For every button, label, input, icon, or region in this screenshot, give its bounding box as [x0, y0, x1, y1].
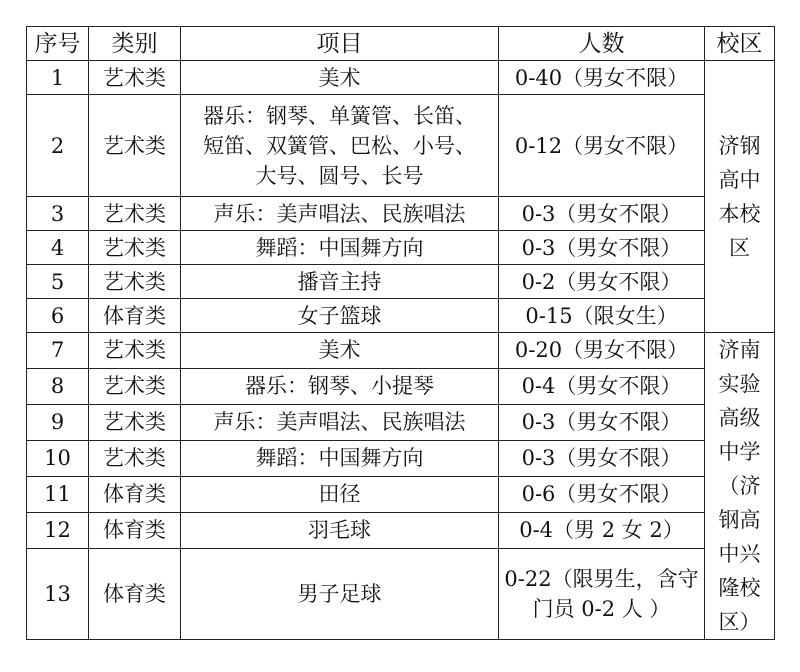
campus-cell-main: [705, 61, 775, 333]
row-item: 舞蹈：中国舞方向: [181, 440, 499, 476]
row-item: 声乐：美声唱法、民族唱法: [181, 197, 499, 231]
row-category: 体育类: [89, 476, 181, 512]
table-row: [27, 265, 775, 299]
row-item-line: 短笛、双簧管、巴松、小号、: [203, 133, 476, 158]
row-category: 艺术类: [89, 61, 181, 95]
row-count: 0-3（男女不限）: [499, 197, 705, 231]
header-index: 序号: [27, 27, 89, 61]
row-count: 0-6（男女不限）: [499, 476, 705, 512]
row-index: 2: [27, 95, 89, 197]
table-row: [27, 404, 775, 440]
row-item: 舞蹈：中国舞方向: [181, 231, 499, 265]
table-row: [27, 95, 775, 197]
row-count: 0-12（男女不限）: [499, 95, 705, 197]
table-row: [27, 333, 775, 369]
table-row: [27, 368, 775, 404]
row-category: 艺术类: [89, 95, 181, 197]
row-category: 艺术类: [89, 404, 181, 440]
row-item: 男子足球: [181, 548, 499, 639]
row-count: 0-15（限女生）: [499, 299, 705, 333]
row-index: 7: [27, 333, 89, 369]
row-index: 12: [27, 512, 89, 548]
row-count: 0-3（男女不限）: [499, 404, 705, 440]
row-index: 3: [27, 197, 89, 231]
row-category: 体育类: [89, 548, 181, 639]
campus-name: 济南实验高级中学（济钢高中兴隆校区）: [718, 338, 761, 634]
row-category: 体育类: [89, 512, 181, 548]
enrollment-table: [26, 26, 775, 640]
row-index: 11: [27, 476, 89, 512]
row-item: 美术: [181, 61, 499, 95]
campus-name: 济钢高中本校区: [718, 133, 761, 260]
row-index: 9: [27, 404, 89, 440]
row-category: 艺术类: [89, 197, 181, 231]
row-count: 0-4（男女不限）: [499, 368, 705, 404]
row-item: 田径: [181, 476, 499, 512]
row-item-line: 大号、圆号、长号: [255, 163, 424, 188]
row-item: 女子篮球: [181, 299, 499, 333]
row-count: 0-22（限男生，含守门员 0-2 人 ）: [499, 548, 705, 639]
row-category: 艺术类: [89, 231, 181, 265]
row-index: 13: [27, 548, 89, 639]
header-item: 项目: [181, 27, 499, 61]
row-index: 10: [27, 440, 89, 476]
header-campus: 校区: [705, 27, 775, 61]
row-count: 0-2（男女不限）: [499, 265, 705, 299]
row-count: 0-40（男女不限）: [499, 61, 705, 95]
table-row: [27, 440, 775, 476]
row-index: 4: [27, 231, 89, 265]
row-item: 声乐：美声唱法、民族唱法: [181, 404, 499, 440]
row-item: 器乐：钢琴、小提琴: [181, 368, 499, 404]
table-row: [27, 512, 775, 548]
row-item: 美术: [181, 333, 499, 369]
table-row: [27, 476, 775, 512]
row-category: 艺术类: [89, 265, 181, 299]
table-row: [27, 197, 775, 231]
row-index: 6: [27, 299, 89, 333]
header-count: 人数: [499, 27, 705, 61]
row-item: [181, 95, 499, 197]
row-item: 羽毛球: [181, 512, 499, 548]
row-item: 播音主持: [181, 265, 499, 299]
row-item-line: 器乐：钢琴、单簧管、长笛、: [203, 103, 476, 128]
table-header-row: [27, 27, 775, 61]
row-count: 0-3（男女不限）: [499, 440, 705, 476]
campus-cell-branch: [705, 333, 775, 640]
row-index: 5: [27, 265, 89, 299]
row-count: 0-20（男女不限）: [499, 333, 705, 369]
row-category: 艺术类: [89, 368, 181, 404]
header-category: 类别: [89, 27, 181, 61]
row-category: 艺术类: [89, 440, 181, 476]
row-index: 1: [27, 61, 89, 95]
row-count: 0-3（男女不限）: [499, 231, 705, 265]
table-row: [27, 231, 775, 265]
table-row: [27, 548, 775, 639]
row-category: 艺术类: [89, 333, 181, 369]
row-count: 0-4（男 2 女 2）: [499, 512, 705, 548]
table-row: [27, 299, 775, 333]
row-index: 8: [27, 368, 89, 404]
row-category: 体育类: [89, 299, 181, 333]
table-row: [27, 61, 775, 95]
